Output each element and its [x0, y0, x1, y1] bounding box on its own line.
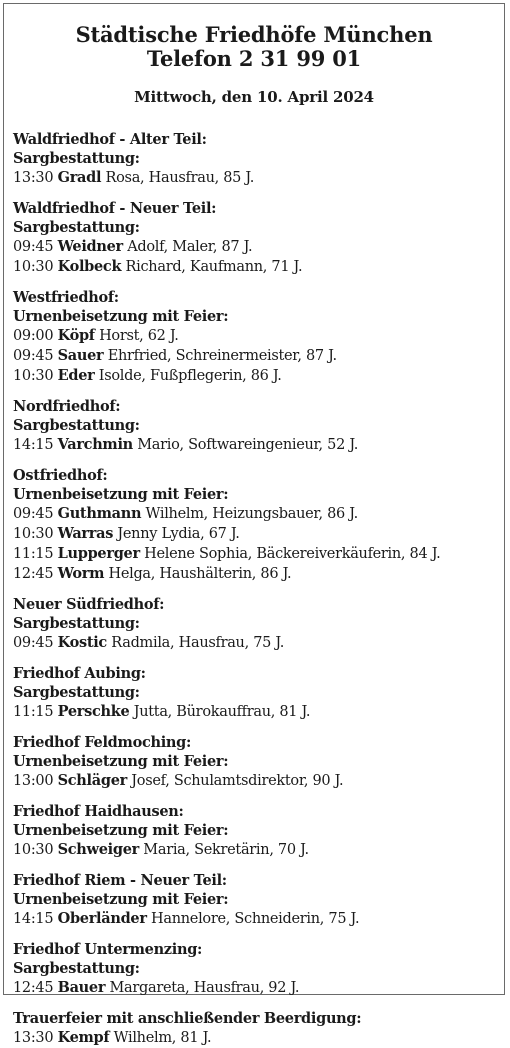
burial-type: Sargbestattung: [13, 684, 140, 701]
entry-time: 10:30 [13, 842, 54, 858]
cemetery-name: Westfriedhof: [13, 289, 119, 306]
entry-details: Rosa, Hausfrau, 85 J. [105, 170, 255, 186]
cemetery-name: Waldfriedhof - Alter Teil: [13, 131, 207, 148]
cemetery-block [13, 397, 504, 455]
entry-details: Adolf, Maler, 87 J. [127, 239, 253, 255]
entry-time: 09:45 [13, 506, 54, 522]
burial-type: Urnenbeisetzung mit Feier: [13, 891, 229, 908]
funeral-entry [13, 257, 504, 277]
entry-details: Richard, Kaufmann, 71 J. [125, 259, 303, 275]
funeral-entry [13, 237, 504, 257]
cemetery-block [13, 1009, 504, 1048]
entry-time: 12:45 [13, 980, 54, 996]
cemetery-block [13, 802, 504, 860]
entry-surname: Schläger [57, 772, 127, 789]
cemetery-block [13, 664, 504, 722]
funeral-entry [13, 366, 504, 386]
cemetery-name: Trauerfeier mit anschließender Beerdigung: [13, 1010, 362, 1027]
entry-details: Horst, 62 J. [99, 328, 179, 344]
cemetery-name: Friedhof Riem - Neuer Teil: [13, 872, 227, 889]
burial-type: Urnenbeisetzung mit Feier: [13, 486, 229, 503]
funeral-entry [13, 168, 504, 188]
entry-time: 09:45 [13, 239, 54, 255]
entry-time: 13:00 [13, 773, 54, 789]
cemetery-block [13, 199, 504, 277]
entry-details: Jutta, Bürokauffrau, 81 J. [133, 704, 311, 720]
entry-details: Mario, Softwareingenieur, 52 J. [137, 437, 359, 453]
cemetery-block [13, 733, 504, 791]
cemetery-block [13, 595, 504, 653]
cemetery-name: Ostfriedhof: [13, 467, 108, 484]
funeral-entry [13, 326, 504, 346]
entry-details: Helene Sophia, Bäckereiverkäuferin, 84 J. [144, 546, 441, 562]
funeral-entry [13, 771, 504, 791]
entry-details: Wilhelm, 81 J. [113, 1030, 212, 1046]
burial-type: Sargbestattung: [13, 960, 140, 977]
entry-surname: Perschke [57, 703, 130, 720]
entry-surname: Kempf [57, 1029, 110, 1046]
entry-details: Josef, Schulamtsdirektor, 90 J. [131, 773, 344, 789]
page-title-line2: Telefon 2 31 99 01 [146, 46, 362, 71]
entry-time: 09:45 [13, 635, 54, 651]
entry-surname: Weidner [57, 238, 123, 255]
page-title-line1: Städtische Friedhöfe München [75, 22, 433, 47]
entry-surname: Varchmin [57, 436, 133, 453]
burial-type: Sargbestattung: [13, 615, 140, 632]
funeral-entry [13, 702, 504, 722]
entry-details: Margareta, Hausfrau, 92 J. [109, 980, 300, 996]
funeral-entry [13, 435, 504, 455]
burial-type: Urnenbeisetzung mit Feier: [13, 753, 229, 770]
funeral-entry [13, 564, 504, 584]
entry-surname: Warras [57, 525, 114, 542]
entry-details: Ehrfried, Schreinermeister, 87 J. [107, 348, 337, 364]
entry-details: Helga, Haushälterin, 86 J. [108, 566, 292, 582]
funeral-list [4, 107, 504, 1048]
funeral-entry [13, 633, 504, 653]
entry-time: 09:45 [13, 348, 54, 364]
entry-surname: Schweiger [57, 841, 139, 858]
burial-type: Sargbestattung: [13, 417, 140, 434]
entry-time: 10:30 [13, 526, 54, 542]
entry-surname: Gradl [57, 169, 102, 186]
entry-details: Maria, Sekretärin, 70 J. [143, 842, 309, 858]
funeral-entry [13, 909, 504, 929]
funeral-entry [13, 1028, 504, 1048]
entry-surname: Eder [57, 367, 95, 384]
entry-surname: Sauer [57, 347, 104, 364]
entry-surname: Lupperger [57, 545, 140, 562]
cemetery-name: Friedhof Haidhausen: [13, 803, 184, 820]
funeral-entry [13, 978, 504, 998]
entry-time: 10:30 [13, 368, 54, 384]
entry-surname: Guthmann [57, 505, 142, 522]
cemetery-name: Friedhof Feldmoching: [13, 734, 192, 751]
entry-surname: Köpf [57, 327, 95, 344]
cemetery-block [13, 288, 504, 386]
cemetery-block [13, 940, 504, 998]
entry-surname: Kostic [57, 634, 107, 651]
cemetery-name: Waldfriedhof - Neuer Teil: [13, 200, 217, 217]
funeral-entry [13, 504, 504, 524]
entry-surname: Worm [57, 565, 105, 582]
entry-time: 12:45 [13, 566, 54, 582]
entry-time: 13:30 [13, 170, 54, 186]
entry-surname: Kolbeck [57, 258, 122, 275]
entry-time: 14:15 [13, 437, 54, 453]
burial-type: Urnenbeisetzung mit Feier: [13, 308, 229, 325]
entry-time: 11:15 [13, 546, 54, 562]
cemetery-name: Friedhof Untermenzing: [13, 941, 203, 958]
entry-time: 11:15 [13, 704, 54, 720]
burial-type: Sargbestattung: [13, 150, 140, 167]
funeral-entry [13, 346, 504, 366]
entry-details: Hannelore, Schneiderin, 75 J. [151, 911, 360, 927]
notice-header [4, 4, 504, 107]
cemetery-block [13, 466, 504, 584]
cemetery-name: Nordfriedhof: [13, 398, 121, 415]
funeral-entry [13, 524, 504, 544]
entry-time: 13:30 [13, 1030, 54, 1046]
notice-date: Mittwoch, den 10. April 2024 [134, 88, 374, 106]
cemetery-name: Neuer Südfriedhof: [13, 596, 165, 613]
funeral-entry [13, 544, 504, 564]
entry-details: Radmila, Hausfrau, 75 J. [111, 635, 285, 651]
funeral-entry [13, 840, 504, 860]
burial-type: Sargbestattung: [13, 219, 140, 236]
cemetery-name: Friedhof Aubing: [13, 665, 146, 682]
cemetery-block [13, 871, 504, 929]
entry-time: 14:15 [13, 911, 54, 927]
entry-time: 10:30 [13, 259, 54, 275]
entry-details: Isolde, Fußpflegerin, 86 J. [98, 368, 282, 384]
entry-surname: Oberländer [57, 910, 147, 927]
entry-details: Jenny Lydia, 67 J. [117, 526, 240, 542]
burial-type: Urnenbeisetzung mit Feier: [13, 822, 229, 839]
notice-frame [3, 3, 505, 1046]
cemetery-block [13, 130, 504, 188]
entry-surname: Bauer [57, 979, 106, 996]
entry-time: 09:00 [13, 328, 54, 344]
entry-details: Wilhelm, Heizungsbauer, 86 J. [145, 506, 358, 522]
